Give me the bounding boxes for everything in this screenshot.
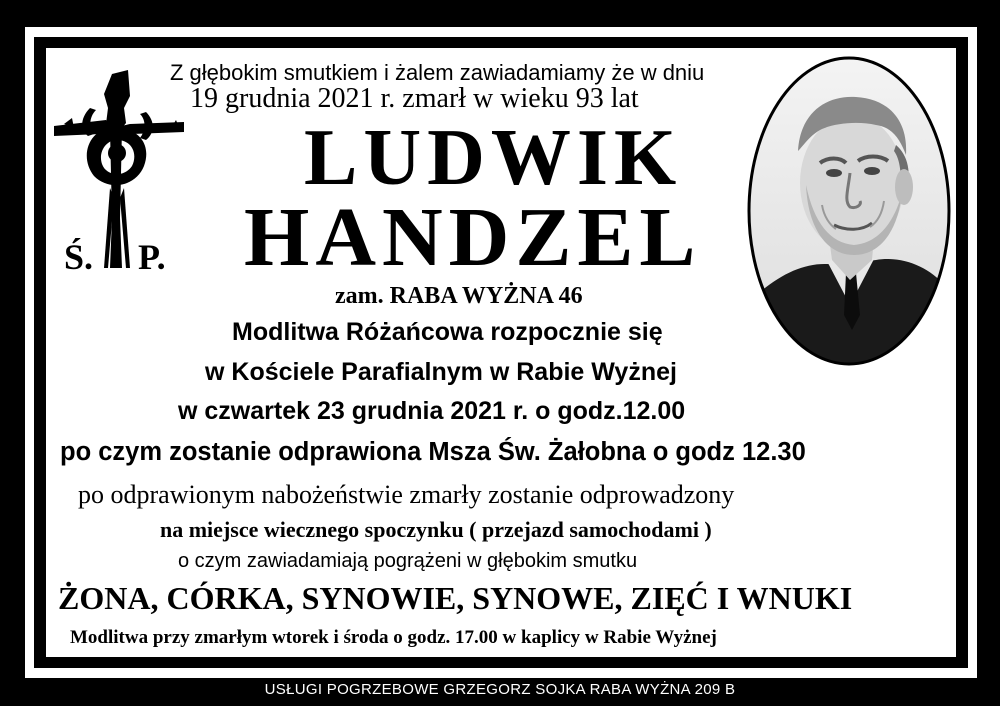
portrait-photo [746, 55, 952, 367]
body-line-4: po czym zostanie odprawiona Msza Św. Żałobna o godz 12.30 [60, 438, 806, 466]
footer-funeral-service: USŁUGI POGRZEBOWE GRZEGORZ SOJKA RABA WYŻNA 209 B [264, 681, 736, 698]
sp-left: Ś. [64, 237, 94, 277]
header-line-2: 19 grudnia 2021 r. zmarł w wieku 93 lat [190, 83, 639, 114]
body-line-6: na miejsce wiecznego spoczynku ( przejazd samochodami ) [160, 517, 712, 542]
sp-right: P. [138, 237, 166, 277]
body-line-7: o czym zawiadamiają pogrążeni w głębokim smutku [178, 550, 638, 572]
deceased-last-name: HANDZEL [244, 191, 702, 284]
body-line-1: Modlitwa Różańcowa rozpocznie się [232, 318, 663, 346]
body-line-5: po odprawionym nabożeństwie zmarły zostanie odprowadzony [78, 480, 735, 509]
body-line-3: w czwartek 23 grudnia 2021 r. o godz.12.00 [178, 397, 686, 425]
deceased-first-name: LUDWIK [304, 114, 683, 202]
family-line: ŻONA, CÓRKA, SYNOWIE, SYNOWE, ZIĘĆ I WNUKI [58, 580, 853, 616]
deceased-address: zam. RABA WYŻNA 46 [335, 283, 583, 309]
body-line-2: w Kościele Parafialnym w Rabie Wyżnej [205, 358, 677, 386]
header-line-1: Z głębokim smutkiem i żalem zawiadamiamy że w dniu [170, 60, 705, 85]
prayer-note: Modlitwa przy zmarłym wtorek i środa o godz. 17.00 w kaplicy w Rabie Wyżnej [70, 627, 717, 648]
